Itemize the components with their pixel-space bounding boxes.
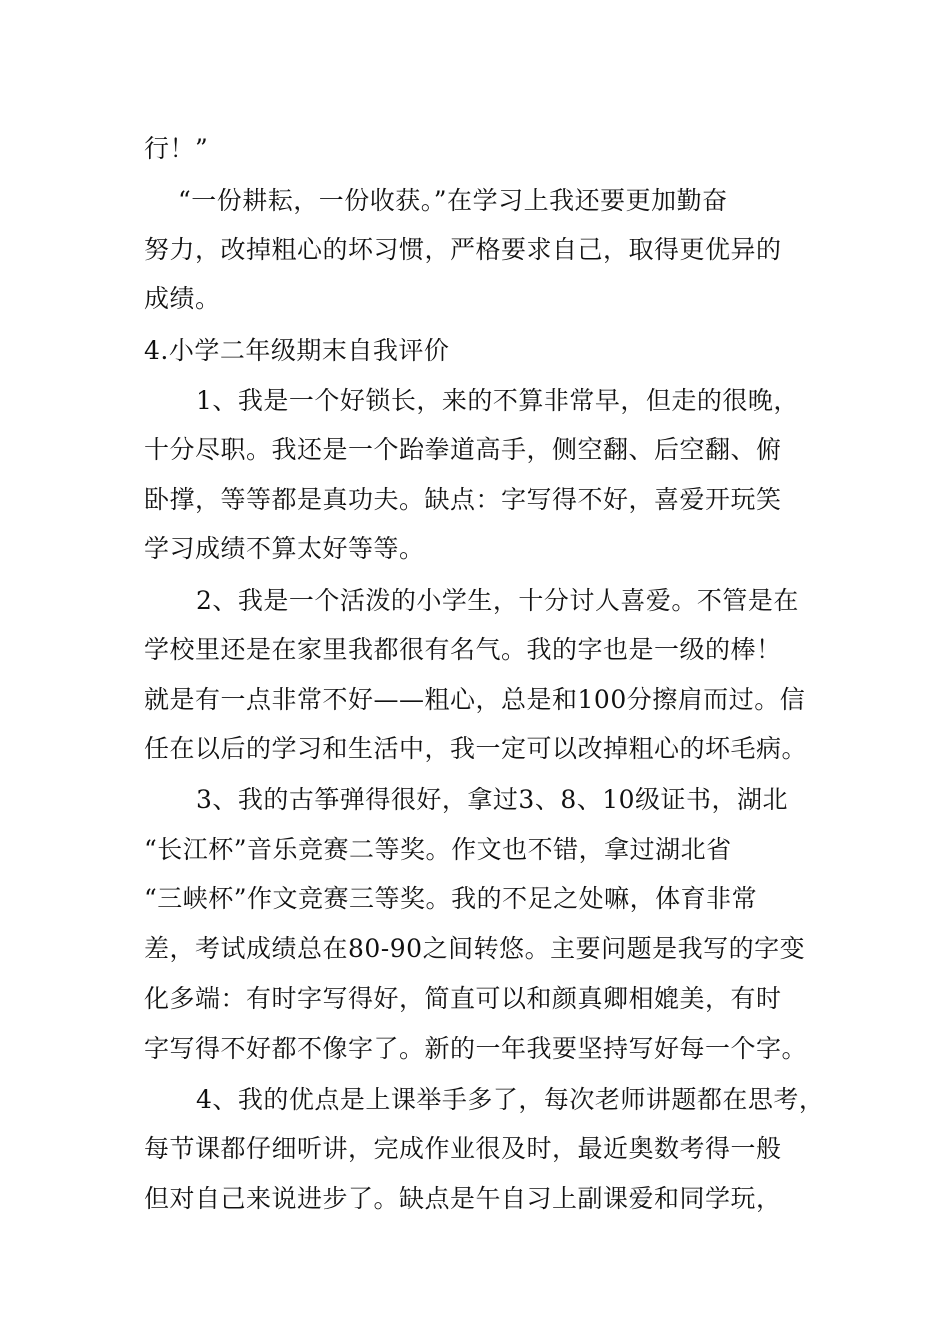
text-line: 就是有一点非常不好——粗心，总是和100分擦肩而过。信 <box>144 685 806 714</box>
text-line: 但对自己来说进步了。缺点是午自习上副课爱和同学玩， <box>144 1184 782 1213</box>
text-line: 2、我是一个活泼的小学生，十分讨人喜爱。不管是在 <box>196 586 799 615</box>
text-line: “一份耕耘，一份收获。”在学习上我还要更加勤奋 <box>178 186 728 215</box>
text-line: 努力，改掉粗心的坏习惯，严格要求自己，取得更优异的 <box>144 235 782 264</box>
text-line: 1、我是一个好锁长，来的不算非常早，但走的很晚， <box>196 386 799 415</box>
text-line: 学校里还是在家里我都很有名气。我的字也是一级的棒！ <box>144 635 782 664</box>
text-line: 化多端：有时字写得好，简直可以和颜真卿相媲美，有时 <box>144 984 782 1013</box>
section-heading: 4.小学二年级期末自我评价 <box>144 336 450 365</box>
text-line: 4、我的优点是上课举手多了，每次老师讲题都在思考， <box>196 1085 825 1114</box>
text-line: “长江杯”音乐竞赛二等奖。作文也不错，拿过湖北省 <box>144 835 732 864</box>
text-line: “三峡杯”作文竞赛三等奖。我的不足之处嘛，体育非常 <box>144 884 758 913</box>
text-line: 卧撑，等等都是真功夫。缺点：字写得不好，喜爱开玩笑 <box>144 485 782 514</box>
text-line: 3、我的古筝弹得很好，拿过3、8、10级证书，湖北 <box>196 785 789 814</box>
text-line: 任在以后的学习和生活中，我一定可以改掉粗心的坏毛病。 <box>144 734 808 763</box>
text-line: 字写得不好都不像字了。新的一年我要坚持写好每一个字。 <box>144 1034 808 1063</box>
text-line: 十分尽职。我还是一个跆拳道高手，侧空翻、后空翻、俯 <box>144 435 782 464</box>
text-line: 行！” <box>144 134 209 163</box>
text-line: 学习成绩不算太好等等。 <box>144 534 425 563</box>
text-line: 每节课都仔细听讲，完成作业很及时，最近奥数考得一般 <box>144 1134 782 1163</box>
text-line: 差，考试成绩总在80-90之间转悠。主要问题是我写的字变 <box>144 934 806 963</box>
text-line: 成绩。 <box>144 284 221 313</box>
